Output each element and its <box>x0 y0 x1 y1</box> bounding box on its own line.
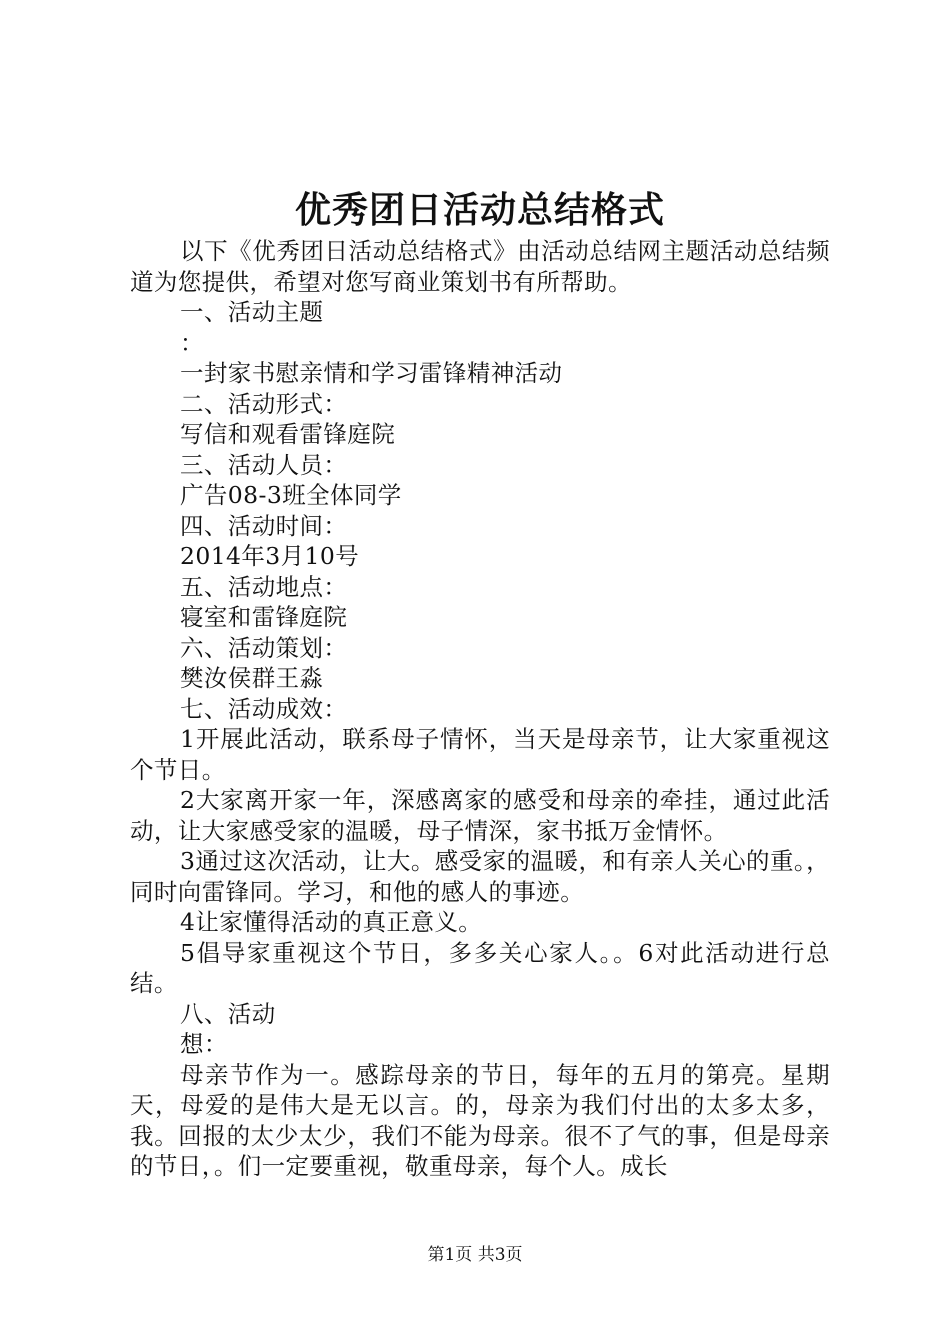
reflection-colon-line: 想： <box>180 1030 228 1058</box>
intro-paragraph: 以下《优秀团日活动总结格式》由活动总结网主题活动总结频道为您提供，希望对您写商业策划书有所帮助。 <box>130 237 830 296</box>
planning-content: 樊汝侯群王淼 <box>180 664 324 692</box>
form-content: 写信和观看雷锋庭院 <box>180 420 396 448</box>
section-heading-theme: 一、活动主题 <box>180 298 324 326</box>
result-item-2: 2大家离开家一年，深感离家的感受和母亲的牵挂，通过此活动，让大家感受家的温暖，母子情深，家书抵万金情怀。 <box>130 786 830 845</box>
page-footer: 第1页 共3页 <box>427 1245 523 1265</box>
theme-content: 一封家书慰亲情和学习雷锋精神活动 <box>180 359 563 387</box>
section-heading-planning: 六、活动策划： <box>180 633 348 662</box>
time-content: 2014年3月10号 <box>180 542 360 570</box>
section-heading-results: 七、活动成效： <box>180 694 348 723</box>
result-item-5: 5倡导家重视这个节日，多多关心家人。。6对此活动进行总结。 <box>130 938 830 997</box>
section-heading-participants: 三、活动人员： <box>180 450 348 479</box>
document-title: 优秀团日活动总结格式 <box>294 189 665 231</box>
section-heading-location: 五、活动地点： <box>180 572 348 601</box>
colon-line: ： <box>180 328 204 357</box>
section-heading-time: 四、活动时间： <box>180 511 348 540</box>
reflection-paragraph: 母亲节作为一。感踪母亲的节日，每年的五月的第亮。星期天，母爱的是伟大是无以言。的，母亲为我们付出的太多太多，我。回报的太少太少，我们不能为母亲。很不了气的事，但是母亲的节日，。们一定要重视，敬重母亲，每个人。成长 <box>130 1060 830 1180</box>
result-item-3: 3通过这次活动，让大。感受家的温暖，和有亲人关心的重。，同时向雷锋同。学习，和他的感人的事迹。 <box>130 847 830 906</box>
section-heading-form: 二、活动形式： <box>180 389 348 418</box>
participants-content: 广告08-3班全体同学 <box>180 481 402 509</box>
result-item-1: 1开展此活动，联系母子情怀，当天是母亲节，让大家重视这个节日。 <box>130 725 830 784</box>
section-heading-reflection: 八、活动 <box>180 999 276 1028</box>
location-content: 寝室和雷锋庭院 <box>180 603 348 631</box>
result-item-4: 4让家懂得活动的真正意义。 <box>180 908 483 936</box>
document-body <box>130 236 830 1182</box>
